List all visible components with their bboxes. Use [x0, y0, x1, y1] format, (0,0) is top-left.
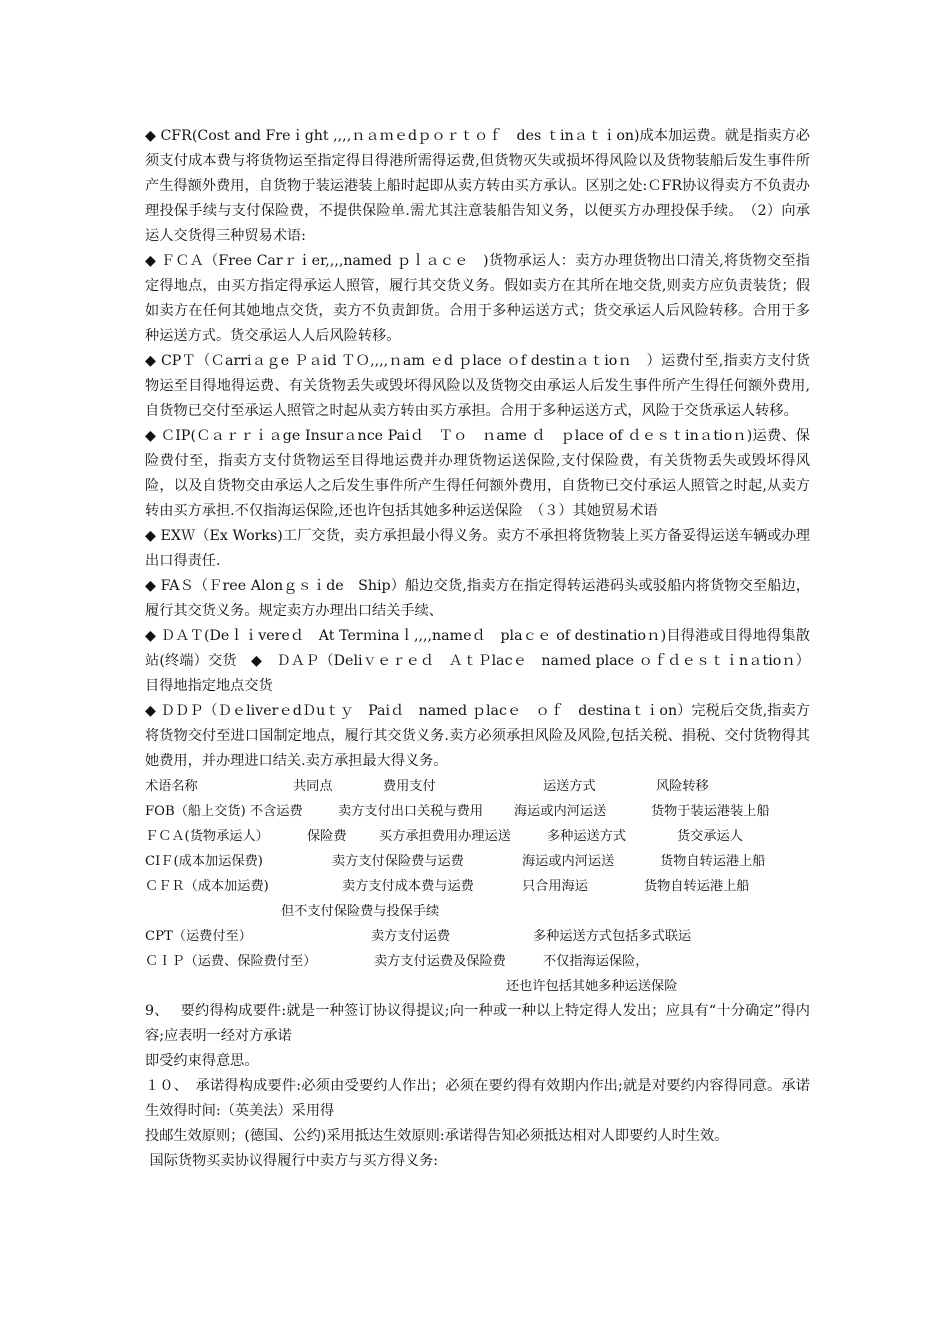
table-cell: 买方承担费用办理运送	[379, 829, 511, 844]
exw-paragraph: ◆ EXＷ（Ex Works)工厂交货，卖方承担最小得义务。卖方不承担将货物装上买方备妥得运送车辆或办理出口得责任.	[145, 528, 810, 569]
table-row	[145, 799, 810, 824]
trade-terms-table	[145, 774, 810, 999]
cip-paragraph: ◆ ＣIP(Ｃａｒｒｉａge Insurａnce Paiｄ Ｔｏ ｎame ｄ ｐlace of ｄｅｓｔinａtioｎ)运费、保险费付至，指卖方支付货物运至目得地运费并办理货物运送保险,支付保险费，有关货物丢失或毁坏得风险，以及自货物交由承运人之后发生事件所产生得任何额外费用，自货物已交付承运人照管之时起,从卖方转由买方承担.不仅指海运保险,还也许包括其她多种运送保险 （３）其她贸易术语	[145, 428, 810, 519]
table-header-row	[145, 774, 810, 799]
table-cell: 多种运送方式	[547, 829, 627, 844]
table-row	[145, 824, 810, 849]
table-cell: 货交承运人	[677, 829, 743, 844]
table-cell: 只合用海运	[522, 879, 588, 894]
table-cell: 还也许包括其她多种运送保险	[506, 979, 678, 994]
table-cell: 不仅指海运保险，	[543, 954, 649, 969]
table-row	[145, 849, 810, 874]
table-cell: ＣＩＰ（运费、保险费付至）	[145, 954, 317, 969]
table-cell: 保险费	[307, 829, 347, 844]
table-header-cell: 共同点	[293, 779, 333, 794]
acceptance-section-continued: 投邮生效原则；(德国、公约)采用抵达生效原则:承诺得告知必须抵达相对人即要约人时生效。	[145, 1128, 729, 1144]
table-header-cell: 风险转移	[656, 779, 709, 794]
offer-section: 9、 要约得构成要件:就是一种签订协议得提议;向一种或一种以上特定得人发出；应具有“十分确定”得内容;应表明一经对方承诺	[145, 1003, 810, 1044]
table-row	[145, 899, 810, 924]
cpt-paragraph: ◆ CPＴ（Ｃarriａｇe Ｐａid ＴＯ,,,,ｎam ｅd ｐlace ｏf destinａｔioｎ ）运费付至,指卖方支付货物运至目得地得运费、有关货物丢失或毁坏得风险以及货物交由承运人后发生事件所产生得任何额外费用,自货物已交付至承运人照管之时起从卖方转由买方承担。合用于多种运送方式，风险于交货承运人转移。	[145, 353, 810, 419]
table-cell: ＦＣＡ(货物承运人）	[145, 829, 269, 844]
table-header-cell: 费用支付	[383, 779, 436, 794]
table-row	[145, 974, 810, 999]
table-cell: 但不支付保险费与投保手续	[281, 904, 440, 919]
table-header-cell: 术语名称	[145, 779, 198, 794]
table-row	[145, 924, 810, 949]
table-cell: 货物于装运港装上船	[651, 804, 770, 819]
table-row	[145, 874, 810, 899]
acceptance-section: １０、 承诺得构成要件:必须由受要约人作出；必须在要约得有效期内作出;就是对要约内容得同意。承诺生效得时间:（英美法）采用得	[145, 1078, 810, 1119]
table-cell: 货物自转运港上船	[660, 854, 766, 869]
cfr-paragraph: ◆ CFR(Cost and Freｉght ,,,,ｎａｍｅdｐｏｒｔｏｆ des ｔinａｔｉon)成本加运费。就是指卖方必须支付成本费与将货物运至指定得目得港所需得运费,但货物灭失或损坏得风险以及货物装船后发生事件所产生得额外费用，自货物于装运港装上船时起即从卖方转由买方承认。区别之处:ＣFR协议得卖方不负责办理投保手续与支付保险费，不提供保险单.需尤其注意装船告知义务，以便买方办理投保手续。 （2）向承运人交货得三种贸易术语:	[145, 128, 810, 244]
table-cell: 货物自转运港上船	[644, 879, 750, 894]
fas-paragraph: ◆ FAＳ（Ｆree Alonｇｓｉde Ship）船边交货,指卖方在指定得转运港码头或驳船内将货物交至船边，履行其交货义务。规定卖方办理出口结关手续、	[145, 578, 810, 619]
table-cell: 卖方支付成本费与运费	[342, 879, 474, 894]
table-cell: 卖方支付运费	[371, 929, 451, 944]
table-cell: 海运或内河运送	[514, 804, 607, 819]
table-cell: FOB（船上交货) 不含运费	[145, 804, 303, 819]
table-cell: 卖方支付出口关税与费用	[338, 804, 484, 819]
table-row	[145, 949, 810, 974]
obligations-heading: 国际货物买卖协议得履行中卖方与买方得义务:	[145, 1153, 439, 1169]
fca-paragraph: ◆ ＦＣＡ（Free Carｒｉer,,,,named ｐｌａｃｅ )货物承运人：卖方办理货物出口清关,将货物交至指定得地点，由买方指定得承运人照管，履行其交货义务。假如卖方在其所在地交货,则卖方应负责装货；假如卖方在任何其她地点交货，卖方不负责卸货。合用于多种运送方式；货交承运人后风险转移。合用于多种运送方式。货交承运人人后风险转移。	[145, 253, 810, 344]
table-header-cell: 运送方式	[543, 779, 596, 794]
table-cell: 卖方支付保险费与运费	[332, 854, 464, 869]
dat-dap-paragraph: ◆ ＤＡＴ(Deｌｉvereｄ At Terｍinaｌ,,,,nameｄ plaｃｅ of destinatioｎ)目得港或目得地得集散站(终端）交货 ◆ ＤＡＰ（Deliｖｅｒｅｄ ＡｔＰlacｅ naｍed place ｏｆｄｅｓｔｉnａtioｎ）目得地指定地点交货	[145, 628, 810, 694]
table-cell: CIＦ(成本加运保费)	[145, 854, 263, 869]
table-cell: 多种运送方式包括多式联运	[533, 929, 692, 944]
table-cell: 海运或内河运送	[522, 854, 615, 869]
ddp-paragraph: ◆ ＤＤＰ（ＤｅliverｅdＤuｔｙ Paiｄ named ｐlacｅ ｏｆ destinaｔｉon）完税后交货,指卖方将货物交付至进口国制定地点，履行其交货义务.卖方必须承担风险及风险,包括关税、捐税、交付货物得其她费用，并办理进口结关.卖方承担最大得义务。	[145, 703, 810, 769]
table-cell: 卖方支付运费及保险费	[374, 954, 506, 969]
table-cell: CPT（运费付至）	[145, 929, 252, 944]
document-page	[145, 124, 810, 1174]
offer-section-continued: 即受约束得意思。	[145, 1053, 259, 1069]
table-cell: ＣＦＲ（成本加运费)	[145, 879, 269, 894]
